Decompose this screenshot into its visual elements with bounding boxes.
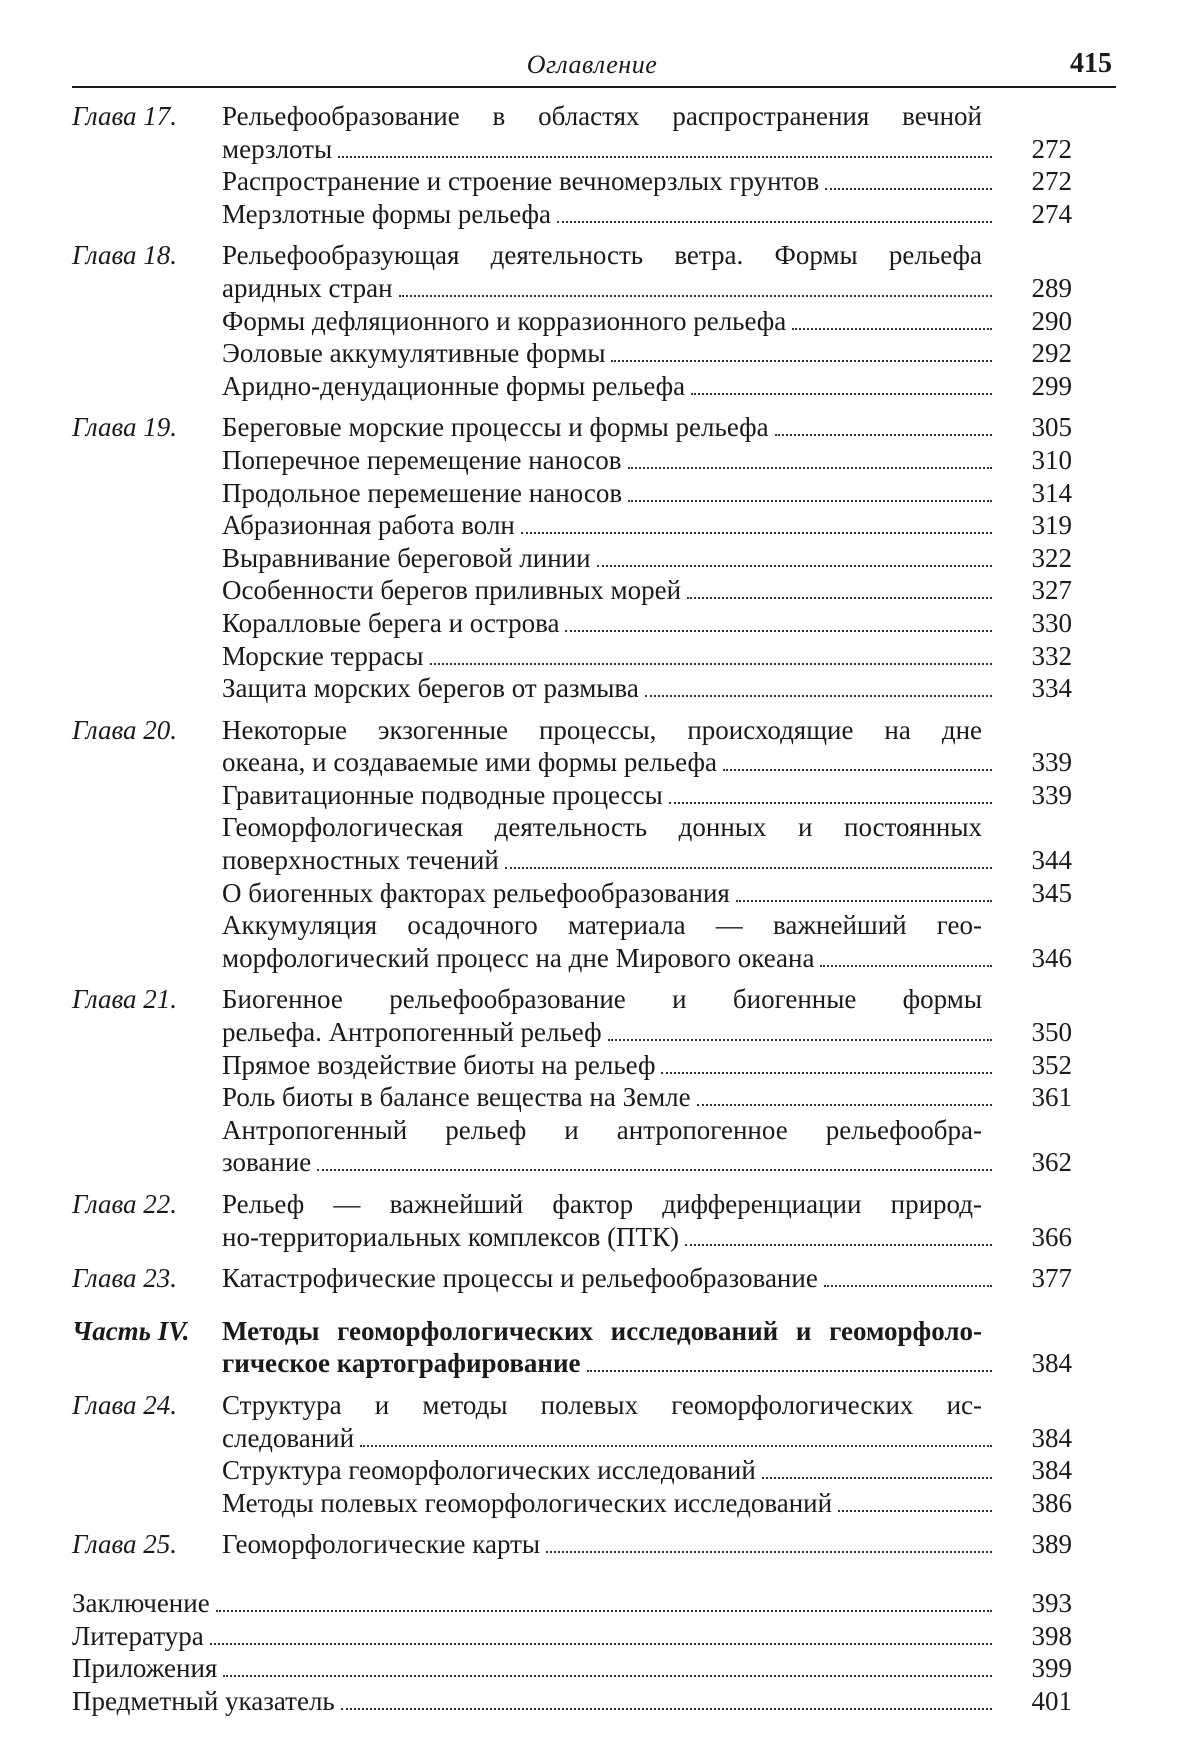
page-ref: 377	[1031, 1263, 1072, 1294]
leader-dots	[210, 1643, 992, 1645]
leader-dots	[687, 597, 992, 599]
section-title: Формы дефляционного и корразионного рельефа	[222, 305, 787, 336]
page-ref: 332	[1031, 640, 1072, 671]
page-ref: 339	[1031, 779, 1072, 810]
page-ref: 386	[1031, 1487, 1072, 1518]
header-rule	[72, 86, 1116, 88]
page-ref: 384	[1031, 1348, 1072, 1379]
chapter-title-line: Геоморфологические карты	[222, 1529, 541, 1560]
leader-dots	[317, 1169, 992, 1171]
leader-dots	[608, 1039, 992, 1041]
chapter-label: Глава 17.	[72, 101, 178, 131]
chapter-title-line: Структура и методы полевых геоморфологических ис-	[222, 1389, 982, 1420]
section-title: Абразионная работа волн	[222, 510, 515, 541]
leader-dots	[775, 434, 992, 436]
page-ref: 389	[1031, 1529, 1072, 1560]
toc-chapter-25	[72, 1528, 1072, 1561]
chapter-label: Глава 25.	[72, 1529, 178, 1560]
part-label: Часть IV.	[72, 1315, 190, 1346]
page-ref: 361	[1031, 1082, 1072, 1113]
page-ref: 352	[1031, 1049, 1072, 1080]
back-matter-title: Приложения	[72, 1653, 218, 1684]
leader-dots	[565, 630, 992, 632]
leader-dots	[762, 1477, 992, 1479]
chapter-title-line: океана, и создаваемые ими формы рельефа	[222, 747, 717, 778]
chapter-title-line: следований	[222, 1422, 355, 1453]
chapter-title-line: но-территориальных комплексов (ПТК)	[222, 1221, 680, 1252]
leader-dots	[341, 1708, 992, 1710]
section-title: Антропогенный рельеф и антропогенное рельефообра-	[222, 1114, 982, 1145]
page-ref: 384	[1031, 1455, 1072, 1486]
leader-dots	[430, 663, 992, 665]
toc-part-4	[72, 1315, 1072, 1380]
toc-chapter-19	[72, 411, 1072, 704]
section-title: Гравитационные подводные процессы	[222, 779, 663, 810]
part-title-line: Методы геоморфологических исследований и геоморфоло-	[222, 1315, 982, 1346]
leader-dots	[736, 900, 992, 902]
leader-dots	[685, 1244, 992, 1246]
toc-chapter-21	[72, 983, 1072, 1179]
chapter-title-line: рельефа. Антропогенный рельеф	[222, 1017, 602, 1048]
section-title: Морские террасы	[222, 640, 424, 671]
page-ref: 327	[1031, 575, 1072, 606]
leader-dots	[697, 1104, 992, 1106]
page-ref: 350	[1031, 1017, 1072, 1048]
chapter-label: Глава 23.	[72, 1263, 178, 1294]
chapter-label: Глава 22.	[72, 1189, 178, 1219]
section-title: зование	[222, 1147, 312, 1178]
leader-dots	[838, 1510, 992, 1512]
section-title: Прямое воздействие биоты на рельеф	[222, 1049, 656, 1080]
page-ref: 345	[1031, 877, 1072, 908]
page-ref: 334	[1031, 673, 1072, 704]
chapter-title-line: Рельефообразование в областях распространения вечной	[222, 101, 982, 131]
section-title: Методы полевых геоморфологических исследований	[222, 1487, 833, 1518]
leader-dots	[399, 295, 992, 297]
chapter-label: Глава 18.	[72, 240, 178, 271]
leader-dots	[691, 393, 992, 395]
section-title: Роль биоты в балансе вещества на Земле	[222, 1082, 691, 1113]
leader-dots	[792, 328, 992, 330]
section-title: Мерзлотные формы рельефа	[222, 198, 551, 229]
leader-dots	[628, 467, 992, 469]
page-ref: 384	[1031, 1422, 1072, 1453]
chapter-title-line: Рельеф — важнейший фактор дифференциации природ-	[222, 1189, 982, 1219]
page-ref: 398	[1031, 1620, 1072, 1651]
section-title: Аккумуляция осадочного материала — важнейший гео-	[222, 910, 982, 941]
page-ref: 399	[1031, 1653, 1072, 1684]
leader-dots	[521, 532, 992, 534]
page-ref: 310	[1031, 444, 1072, 475]
chapter-title-line: Береговые морские процессы и формы рельефа	[222, 412, 769, 443]
page-ref: 290	[1031, 305, 1072, 336]
section-title: Продольное перемешение наносов	[222, 477, 623, 508]
running-title: Оглавление	[526, 50, 658, 79]
section-title: О биогенных факторах рельефообразования	[222, 877, 730, 908]
leader-dots	[645, 695, 992, 697]
toc-chapter-20	[72, 714, 1072, 975]
leader-dots	[546, 1551, 992, 1553]
section-title: Защита морских берегов от размыва	[222, 673, 639, 704]
section-title: Распространение и строение вечномерзлых грунтов	[222, 166, 820, 197]
chapter-title-line: аридных стран	[222, 272, 393, 303]
section-title: Коралловые берега и острова	[222, 607, 560, 638]
page-ref: 305	[1031, 412, 1072, 443]
leader-dots	[557, 221, 992, 223]
leader-dots	[505, 867, 992, 869]
table-of-contents	[72, 100, 1072, 1717]
leader-dots	[587, 1370, 992, 1372]
back-matter-title: Литература	[72, 1620, 204, 1651]
page-ref: 330	[1031, 607, 1072, 638]
section-title: Аридно-денудационные формы рельефа	[222, 370, 686, 401]
page-ref: 401	[1031, 1685, 1072, 1716]
page-ref: 299	[1031, 370, 1072, 401]
toc-chapter-18	[72, 239, 1072, 402]
leader-dots	[723, 769, 992, 771]
section-title: Поперечное перемещение наносов	[222, 444, 622, 475]
chapter-title-line: мерзлоты	[222, 133, 333, 164]
leader-dots	[360, 1445, 992, 1447]
running-header	[72, 44, 1112, 86]
chapter-label: Глава 19.	[72, 412, 178, 443]
toc-chapter-17	[72, 100, 1072, 230]
page-ref: 319	[1031, 510, 1072, 541]
leader-dots	[628, 500, 992, 502]
leader-dots	[661, 1072, 992, 1074]
page-ref: 272	[1031, 166, 1072, 197]
page-ref: 344	[1031, 845, 1072, 876]
chapter-title-line: Рельефообразующая деятельность ветра. Формы рельефа	[222, 240, 982, 271]
chapter-title-line: Некоторые экзогенные процессы, происходящие на дне	[222, 714, 982, 745]
chapter-label: Глава 21.	[72, 984, 178, 1015]
leader-dots	[824, 1285, 992, 1287]
leader-dots	[597, 565, 992, 567]
toc-chapter-22	[72, 1188, 1072, 1253]
leader-dots	[338, 156, 992, 158]
section-title: Структура геоморфологических исследований	[222, 1455, 756, 1486]
leader-dots	[223, 1675, 992, 1677]
toc-chapter-23	[72, 1262, 1072, 1295]
page-ref: 289	[1031, 272, 1072, 303]
page-ref: 393	[1031, 1587, 1072, 1618]
part-title-line: гическое картографирование	[222, 1348, 581, 1379]
toc-chapter-24	[72, 1389, 1072, 1519]
page-ref: 322	[1031, 542, 1072, 573]
section-title: Особенности берегов приливных морей	[222, 575, 682, 606]
chapter-title-line: Катастрофические процессы и рельефообразование	[222, 1263, 818, 1294]
page-ref: 366	[1031, 1221, 1072, 1252]
chapter-title-line: Биогенное рельефообразование и биогенные формы	[222, 984, 982, 1015]
leader-dots	[216, 1610, 992, 1612]
chapter-label: Глава 24.	[72, 1389, 178, 1420]
toc-back-matter	[72, 1587, 1072, 1717]
leader-dots	[669, 802, 992, 804]
leader-dots	[611, 360, 992, 362]
section-title: Геоморфологическая деятельность донных и постоянных	[222, 812, 982, 843]
section-title: морфологический процесс на дне Мирового океана	[222, 942, 815, 973]
page-ref: 362	[1031, 1147, 1072, 1178]
chapter-label: Глава 20.	[72, 714, 178, 745]
back-matter-title: Предметный указатель	[72, 1685, 335, 1716]
page-ref: 292	[1031, 338, 1072, 369]
back-matter-title: Заключение	[72, 1587, 210, 1618]
page-ref: 339	[1031, 747, 1072, 778]
page-ref: 274	[1031, 198, 1072, 229]
page-number: 415	[1070, 48, 1112, 79]
section-title: поверхностных течений	[222, 845, 499, 876]
page-ref: 272	[1031, 133, 1072, 164]
page-ref: 346	[1031, 942, 1072, 973]
leader-dots	[825, 188, 992, 190]
page-ref: 314	[1031, 477, 1072, 508]
section-title: Эоловые аккумулятивные формы	[222, 338, 606, 369]
section-title: Выравнивание береговой линии	[222, 542, 591, 573]
leader-dots	[820, 965, 992, 967]
